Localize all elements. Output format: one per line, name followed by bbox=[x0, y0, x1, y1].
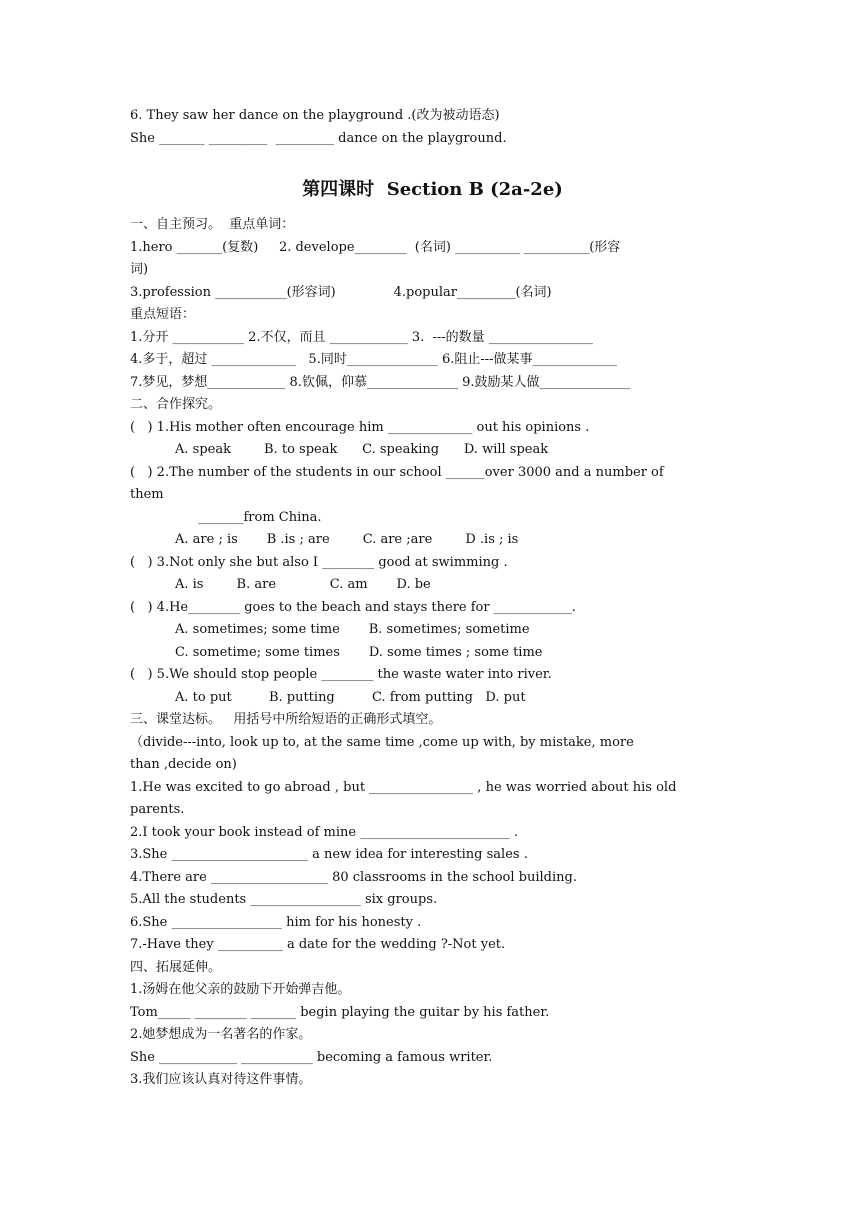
mc-options-4a: A. sometimes; some time B. sometimes; sometime bbox=[175, 622, 530, 637]
worksheet-page bbox=[130, 105, 735, 1092]
fill-sentence-7: 7.-Have they __________ a date for the wedding ?-Not yet. bbox=[130, 937, 506, 952]
vocab-line-1: 1.hero _______(复数) 2. develope________ (名词) __________ __________(形容 bbox=[130, 239, 621, 255]
vocab-line-1-cont: 词) bbox=[130, 262, 149, 277]
phrase-bank-cont: than ,decide on) bbox=[130, 757, 237, 772]
mc-question-2-cont: them bbox=[130, 487, 164, 502]
translate-prompt-1: 1.汤姆在他父亲的鼓励下开始弹吉他。 bbox=[130, 982, 351, 997]
phrases-line-1: 1.分开 ___________ 2.不仅，而且 ____________ 3. ---的数量 ________________ bbox=[130, 329, 593, 345]
translate-answer-2: She ____________ ___________ becoming a famous writer. bbox=[130, 1049, 493, 1065]
question-6-answer: She _______ _________ _________ dance on the playground. bbox=[130, 130, 507, 146]
phrase-bank: （divide---into, look up to, at the same time ,come up with, by mistake, more bbox=[130, 734, 634, 750]
mc-options-5: A. to put B. putting C. from putting D. put bbox=[175, 689, 526, 705]
fill-sentence-1: 1.He was excited to go abroad , but ________________ , he was worried about his old bbox=[130, 779, 677, 795]
fill-sentence-3: 3.She _____________________ a new idea for interesting sales . bbox=[130, 847, 528, 862]
fill-sentence-1-cont: parents. bbox=[130, 802, 185, 817]
mc-question-4: ( ) 4.He________ goes to the beach and stays there for ____________. bbox=[130, 599, 576, 615]
fill-sentence-4: 4.There are __________________ 80 classrooms in the school building. bbox=[130, 869, 577, 885]
fill-sentence-6: 6.She _________________ him for his honesty . bbox=[130, 914, 422, 930]
mc-question-5: ( ) 5.We should stop people ________ the waste water into river. bbox=[130, 667, 552, 682]
mc-question-2-cont2: _______from China. bbox=[198, 509, 322, 525]
phrases-heading: 重点短语： bbox=[130, 307, 196, 322]
translate-prompt-3: 3.我们应该认真对待这件事情。 bbox=[130, 1072, 312, 1087]
phrases-line-2: 4.多于，超过 _____________ 5.同时______________ 6.阻止---做某事_____________ bbox=[130, 352, 618, 367]
part4-heading: 四、拓展延伸。 bbox=[130, 959, 222, 975]
part2-heading: 二、合作探究。 bbox=[130, 397, 222, 412]
mc-options-1: A. speak B. to speak C. speaking D. will speak bbox=[175, 442, 549, 457]
mc-question-3: ( ) 3.Not only she but also I ________ good at swimming . bbox=[130, 554, 508, 570]
translate-prompt-2: 2.她梦想成为一名著名的作家。 bbox=[130, 1027, 312, 1042]
part1-heading: 一、自主预习。 重点单词： bbox=[130, 217, 295, 232]
mc-question-1: ( ) 1.His mother often encourage him _____________ out his opinions . bbox=[130, 419, 590, 435]
question-6: 6. They saw her dance on the playground .(改为被动语态) bbox=[130, 108, 500, 123]
phrases-line-3: 7.梦见，梦想____________ 8.钦佩，仰慕______________ 9.鼓励某人做______________ bbox=[130, 374, 631, 390]
fill-sentence-5: 5.All the students _________________ six groups. bbox=[130, 892, 438, 907]
mc-options-2: A. are ; is B .is ; are C. are ;are D .is ; is bbox=[175, 532, 519, 547]
vocab-line-2: 3.profession ___________(形容词) 4.popular_________(名词) bbox=[130, 284, 552, 300]
translate-answer-1: Tom_____ ________ _______ begin playing the guitar by his father. bbox=[130, 1004, 550, 1020]
fill-sentence-2: 2.I took your book instead of mine _______________________ . bbox=[130, 824, 518, 840]
part3-heading: 三、课堂达标。 用括号中所给短语的正确形式填空。 bbox=[130, 712, 442, 727]
mc-question-2: ( ) 2.The number of the students in our school ______over 3000 and a number of bbox=[130, 464, 664, 480]
mc-options-4b: C. sometime; some times D. some times ; some time bbox=[175, 644, 543, 660]
mc-options-3: A. is B. are C. am D. be bbox=[175, 577, 431, 592]
section-title: 第四课时 Section B (2a-2e) bbox=[302, 179, 563, 200]
